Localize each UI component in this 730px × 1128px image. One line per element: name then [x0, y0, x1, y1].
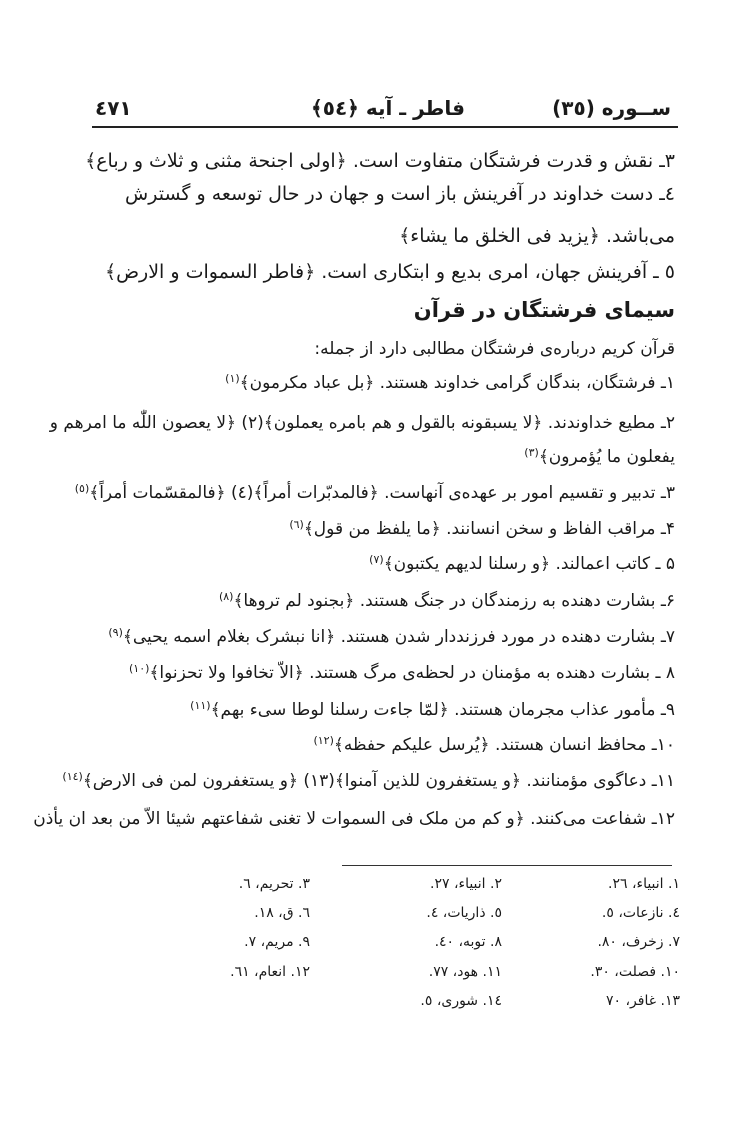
section-heading: سیمای فرشتگان در قرآن	[413, 298, 675, 322]
list-item: ١٠ـ محافظ انسان هستند. ﴿یُرسل علیکم حفظه﴾$^{(١٢)}$	[313, 734, 675, 755]
page-header	[95, 96, 675, 124]
footnote: ١. انبیاء، ٢٦.	[608, 876, 680, 892]
footnote-divider	[342, 865, 672, 866]
footnote: ٦. ق، ١٨.	[254, 905, 310, 921]
intro-line-3: ٣ـ نقش و قدرت فرشتگان متفاوت است. ﴿اولی اجنحة مثنی و ثلاث و رباع﴾	[85, 150, 675, 172]
list-item: ١١ـ دعاگوی مؤمنانند. ﴿و یستغفرون للذین آمنوا﴾(١٣) ﴿و یستغفرون لمن فی الارض﴾$^{(١٤)}$	[62, 770, 675, 791]
list-item: ۶ـ بشارت دهنده به رزمندگان در جنگ هستند. ﴿بجنود لم تروها﴾$^{(٨)}$	[218, 590, 675, 611]
footnote: ١٤. شوری، ٥.	[420, 993, 502, 1009]
header-divider	[92, 126, 678, 128]
list-item: ۴ـ مراقب الفاظ و سخن انسانند. ﴿ما یلفظ من قول﴾$^{(٦)}$	[289, 518, 675, 539]
footnote: ١١. هود، ٧٧.	[428, 964, 502, 980]
footnote: ٥. ذاریات، ٤.	[426, 905, 502, 921]
footnote: ٨. توبه، ٤٠.	[434, 934, 502, 950]
footnote: ١٢. انعام، ٦١.	[230, 964, 310, 980]
footnote: ٩. مریم، ٧.	[244, 934, 310, 950]
sura-label: ســوره (٣٥)	[552, 96, 671, 120]
footnote: ١٣. غافر، ٧٠	[606, 993, 680, 1009]
list-item: ۵ ـ کاتب اعمالند. ﴿و رسلنا لدیهم یکتبون﴾$^{(٧)}$	[369, 553, 675, 574]
page-number: ٤٧١	[95, 96, 132, 120]
list-item: ١ـ فرشتگان، بندگان گرامی خداوند هستند. ﴿بل عباد مکرمون﴾$^{(١)}$	[225, 372, 675, 393]
footnote: ٤. نازعات، ٥.	[601, 905, 680, 921]
intro-line-5: ٥ ـ آفرینش جهان، امری بدیع و ابتکاری است. ﴿فاطر السموات و الارض﴾	[104, 261, 675, 283]
intro-line-4-cont: می‌باشد. ﴿یزید فی الخلق ما یشاء﴾	[399, 225, 675, 247]
list-item: ١٢ـ شفاعت می‌کنند. ﴿و کم من ملک فی السموات لا تغنی شفاعتهم شیئا الاّ من بعد ان یأذن	[33, 809, 675, 829]
footnote: ٧. زخرف، ٨٠.	[597, 934, 680, 950]
footnote: ٢. انبیاء، ٢٧.	[430, 876, 502, 892]
list-item-continuation: یفعلون ما یُؤمرون﴾$^{(٣)}$	[524, 446, 675, 467]
footnote: ٣. تحریم، ٦.	[238, 876, 310, 892]
list-item: ٢ـ مطیع خداوندند. ﴿لا یسبقونه بالقول و هم بامره یعملون﴾(٢) ﴿لا یعصون اللّٰه ما امرهم و	[49, 413, 675, 433]
verse-title: فاطر ـ آیه ﴿٥٤﴾	[311, 96, 465, 120]
list-item: ٧ـ بشارت دهنده در مورد فرزنددار شدن هستند. ﴿انا نبشرک بغلام اسمه یحیی﴾$^{(٩)}$	[108, 626, 675, 647]
intro-line-4: ٤ـ دست خداوند در آفرینش باز است و جهان در حال توسعه و گسترش	[125, 183, 675, 205]
list-item: ٩ـ مأمور عذاب مجرمان هستند. ﴿لمّا جاءت رسلنا لوطا سیء بهم﴾$^{(١١)}$	[190, 699, 675, 720]
list-item: ٣ـ تدبیر و تقسیم امور بر عهده‌ی آنهاست. ﴿فالمدبّرات أمراً﴾(٤) ﴿فالمقسّمات أمراً﴾$^{(٥)}$	[74, 482, 675, 503]
footnote: ١٠. فصلت، ٣٠.	[590, 964, 680, 980]
section-intro: قرآن کریم درباره‌ی فرشتگان مطالبی دارد از جمله:	[314, 339, 675, 359]
list-item: ٨ ـ بشارت دهنده به مؤمنان در لحظه‌ی مرگ هستند. ﴿الاّ تخافوا ولا تحزنوا﴾$^{(١٠)}$	[128, 662, 675, 683]
